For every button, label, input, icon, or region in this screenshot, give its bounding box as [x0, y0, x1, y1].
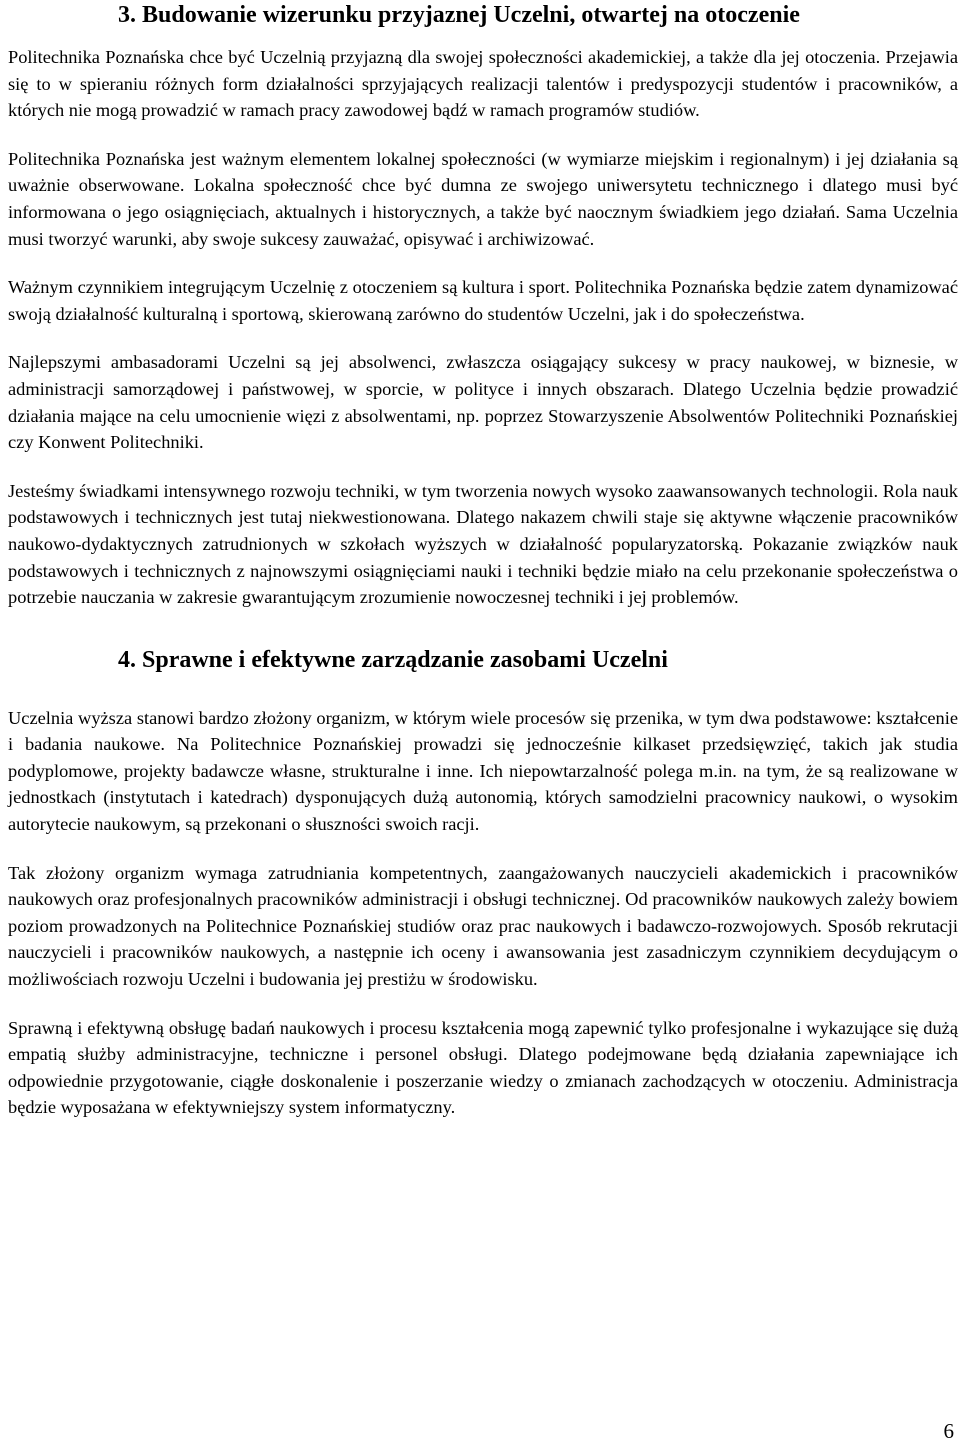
section-3-paragraph-1: Politechnika Poznańska chce być Uczelnią przyjazną dla swojej społeczności akademickiej, a także dla jej otoczenia. Przejawia się to w spieraniu różnych form działalności sprzyjających realizacji talentów i predyspozycji studentów i pracowników, a których nie mogą prowadzić w ramach pracy zawodowej bądź w ramach programów studiów. [8, 47, 958, 121]
section-3-paragraph-5: Jesteśmy świadkami intensywnego rozwoju techniki, w tym tworzenia nowych wysoko zaawansowanych technologii. Rola nauk podstawowych i technicznych jest tutaj niekwestionowana. Dlatego nakazem chwili staje się aktywne włączenie pracowników naukowo-dydaktycznych zatrudnionych w szkołach wyższych w działalność popularyzatorską. Pokazanie związków nauk podstawowych i technicznych z najnowszymi osiągnięciami nauki i techniki będzie miało na celu przekonanie społeczeństwa o potrzebie nauczania w zakresie gwarantującym zrozumienie nowoczesnej techniki i jej problemów. [8, 480, 958, 608]
section-4-heading: 4. Sprawne i efektywne zarządzanie zasobami Uczelni [118, 646, 668, 673]
page-number: 6 [943, 1419, 954, 1443]
section-3-heading: 3. Budowanie wizerunku przyjaznej Uczelni, otwartej na otoczenie [118, 2, 800, 28]
section-4-paragraph-2: Tak złożony organizm wymaga zatrudniania kompetentnych, zaangażowanych nauczycieli akademickich i pracowników naukowych oraz profesjonalnych pracowników administracji i obsługi technicznej. Od pracowników naukowych zależy bowiem poziom prowadzonych na Politechnice Poznańskiej studiów oraz prac naukowych i badawczo-rozwojowych. Sposób rekrutacji nauczycieli i pracowników naukowych, a następnie ich oceny i awansowania jest zasadniczym czynnikiem decydującym o możliwościach rozwoju Uczelni i budowania jej prestiżu w środowisku. [8, 862, 958, 990]
section-3-paragraph-4: Najlepszymi ambasadorami Uczelni są jej absolwenci, zwłaszcza osiągający sukcesy w pracy naukowej, w biznesie, w administracji samorządowej i państwowej, w sporcie, w polityce i innych obszarach. Dlatego Uczelnia będzie prowadzić działania mające na celu umocnienie więzi z absolwentami, np. poprzez Stowarzyszenie Absolwentów Politechniki Poznańskiej czy Konwent Politechniki. [8, 352, 958, 453]
section-4-paragraph-3: Sprawną i efektywną obsługę badań naukowych i procesu kształcenia mogą zapewnić tylko profesjonalne i wykazujące się dużą empatią służby administracyjne, techniczne i personel obsługi. Dlatego podejmowane będą działania zapewniające ich odpowiednie przygotowanie, ciągłe doskonalenie i poszerzanie wiedzy o zmianach zachodzących w otoczeniu. Administracja będzie wyposażana w efektywniejszy system informatyczny. [8, 1017, 958, 1118]
page-content [8, 0, 958, 1143]
section-3-paragraph-3: Ważnym czynnikiem integrującym Uczelnię z otoczeniem są kultura i sport. Politechnika Poznańska będzie zatem dynamizować swoją działalność kulturalną i sportową, skierowaną zarówno do studentów Uczelni, jak i do społeczeństwa. [8, 277, 958, 324]
section-4-paragraph-1: Uczelnia wyższa stanowi bardzo złożony organizm, w którym wiele procesów się przenika, w tym dwa podstawowe: kształcenie i badania naukowe. Na Politechnice Poznańskiej prowadzi się jednocześnie kilkaset przedsięwzięć, takich jak studia podyplomowe, projekty badawcze własne, strukturalne i inne. Ich niepowtarzalność polega m.in. na tym, że są realizowane w jednostkach (instytutach i katedrach) dysponujących dużą autonomią, których samodzielni pracownicy naukowi, o wysokim autorytecie naukowym, są przekonani o słuszności swoich racji. [8, 707, 958, 835]
section-3-paragraph-2: Politechnika Poznańska jest ważnym elementem lokalnej społeczności (w wymiarze miejskim i regionalnym) i jej działania są uważnie obserwowane. Lokalna społeczność chce być dumna ze swojego uniwersytetu technicznego i dlatego musi być informowana o jego osiągnięciach, aktualnych i historycznych, a także być naocznym świadkiem jego działań. Sama Uczelnia musi tworzyć warunki, aby swoje sukcesy zauważać, opisywać i archiwizować. [8, 148, 958, 249]
